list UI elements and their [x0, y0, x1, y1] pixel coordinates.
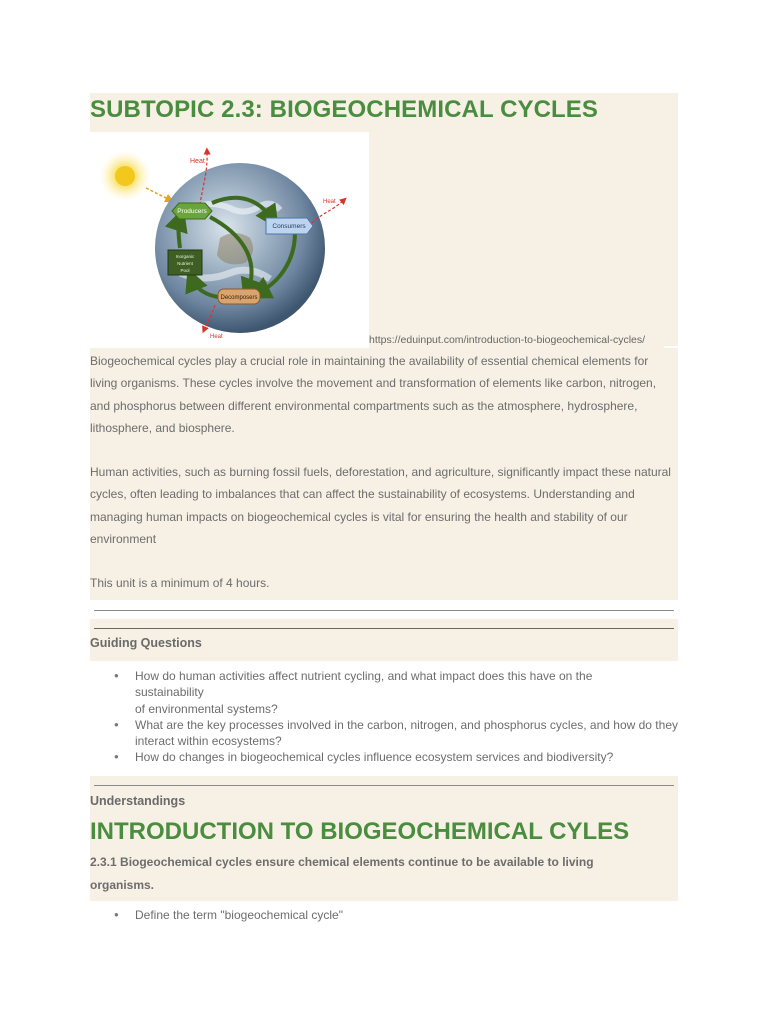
figure-highlight-right	[664, 132, 678, 346]
divider-2	[94, 628, 674, 629]
page-title: SUBTOPIC 2.3: BIOGEOCHEMICAL CYCLES	[90, 96, 599, 123]
heat-label-bottom: Heat	[210, 334, 223, 340]
understandings-heading: Understandings	[90, 794, 186, 808]
understanding-bullet-1: ● Define the term "biogeochemical cycle"	[90, 907, 680, 923]
guiding-questions-heading: Guiding Questions	[90, 636, 202, 650]
guiding-questions-list	[90, 668, 680, 766]
guiding-question-1-line-2: sustainability	[135, 685, 204, 700]
intro-paragraph-2: Human activities, such as burning fossil fuels, deforestation, and agriculture, significantly impact these natural cycles, often leading to imbalances that can affect the sustainability of ecosystems. Understanding and managing human impacts on biogeochemical cycles is vital for ensuring the health and stability of our environment	[90, 465, 671, 546]
nutrient-pool-label-2: Nutrient	[177, 261, 193, 266]
nutrient-pool-label-1: Inorganic	[175, 254, 195, 259]
intro-paragraph-1: Biogeochemical cycles play a crucial role in maintaining the availability of essential chemical elements for living organisms. These cycles involve the movement and transformation of elements like carbon, nitrogen, and phosphorus between different environmental compartments such as the atmosphere, hydrosphere, lithosphere, and biosphere.	[90, 354, 657, 435]
consumers-label: Consumers	[272, 223, 306, 230]
cycle-diagram-svg	[90, 133, 369, 343]
sunlight-arrow	[146, 188, 170, 200]
intro-paragraph-3: This unit is a minimum of 4 hours.	[90, 576, 270, 590]
cycle-arrow-pool-producers	[179, 219, 181, 248]
guiding-question-1-line-1: ● How do human activities affect nutrient cycling, and what impact does this have on the	[135, 669, 593, 683]
divider-3	[94, 785, 674, 786]
figure-highlight	[369, 132, 664, 348]
heat-label-top: Heat	[190, 158, 205, 165]
producers-label: Producers	[177, 208, 207, 215]
guiding-question-2: ● What are the key processes involved in the carbon, nitrogen, and phosphorus cycles, and how do they interact within ecosystems?	[90, 717, 680, 750]
section-title: INTRODUCTION TO BIOGEOCHEMICAL CYLES	[90, 818, 630, 845]
understanding-bullets	[90, 907, 680, 923]
decomposers-label: Decomposers	[220, 295, 258, 301]
guiding-question-3: ● How do changes in biogeochemical cycles influence ecosystem services and biodiversity?	[90, 749, 680, 765]
biogeochemical-cycle-diagram	[90, 133, 369, 343]
sun-icon	[115, 166, 135, 186]
guiding-question-1-line-3: of environmental systems?	[135, 701, 278, 716]
guiding-question-1	[90, 668, 680, 717]
nutrient-pool-label-3: Pool	[180, 268, 190, 273]
understanding-2-3-1: 2.3.1 Biogeochemical cycles ensure chemical elements continue to be available to living organisms.	[90, 855, 594, 892]
divider-1	[94, 610, 674, 611]
figure-source-link[interactable]: https://eduinput.com/introduction-to-biogeochemical-cycles/	[369, 334, 646, 346]
heat-label-right: Heat	[323, 199, 336, 205]
